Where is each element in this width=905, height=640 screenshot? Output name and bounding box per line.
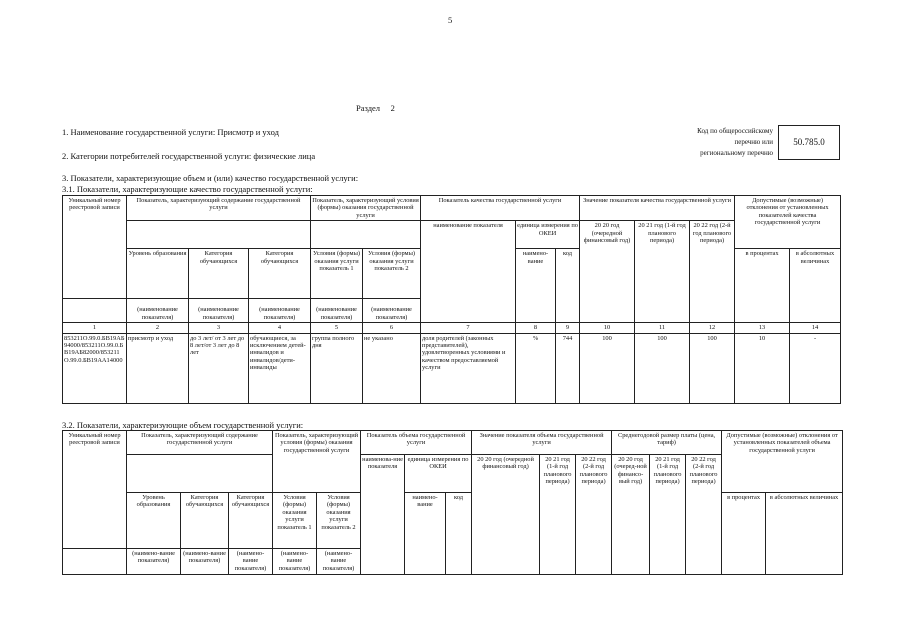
header-cell: Условия (формы) оказания услуги показатель 1 [273,493,317,549]
header-cell: Показатель, характеризующий условия (формы) оказания государственной услуги [312,197,419,219]
header-cell: Категория обучающихся [229,493,273,549]
header-cell: Уровень образования [127,493,181,549]
column-number: 3 [189,323,249,333]
header-cell: 20 20 год (очередной финансовый год) [472,455,540,575]
table-cell: доля родителей (законных представителей), удовлетворенных условиями и качеством предоставляемой услуги [421,333,516,403]
header-cell: Среднегодовой размер платы (цена, тариф) [612,431,722,455]
header-cell [127,221,311,249]
header-cell: наимено-вание [516,249,556,323]
header-cell: Категория обучающихся [189,249,249,299]
table-cell: 100 [580,333,635,403]
volume-table [62,430,843,575]
header-cell: 20 20 год (очеред-ной финансо-вый год) [612,455,650,575]
header-cell [63,299,127,323]
column-number: 2 [127,323,189,333]
table-cell: не указано [363,333,421,403]
header-cell: Показатель объема государственной услуги [361,431,472,455]
header-cell: наимено-вание [405,493,446,575]
section-title [356,103,395,113]
header-cell: Допустимые (возможные) отклонения от установленных показателей качества государственной услуги [735,196,841,249]
heading-3-2: 3.2. Показатели, характеризующие объем государственной услуги: [62,420,304,430]
column-number: 12 [690,323,735,333]
header-cell: в процентах [735,249,790,323]
header-cell: (наименование показателя) [189,299,249,323]
header-cell: 20 21 год (1-й год планового периода) [540,455,576,575]
header-cell: Показатель, характеризующий содержание государственной услуги [127,196,311,221]
header-cell: в абсолютных величинах [766,493,843,575]
table-cell: 100 [635,333,690,403]
table-cell: до 3 лет/ от 3 лет до 8 лет/от 3 лет до 8 лет [189,333,249,403]
table-cell: 100 [690,333,735,403]
header-cell: (наимено-вание показателя) [317,549,361,575]
header-cell [311,221,421,249]
table-cell: группа полного дня [311,333,363,403]
column-number: 10 [580,323,635,333]
column-number: 4 [249,323,311,333]
header-cell: в процентах [722,493,766,575]
column-number: 7 [421,323,516,333]
code-label-line: Код по общероссийскому [697,127,773,135]
header-cell: наименова-ние показателя [361,455,405,575]
quality-table [62,195,841,404]
header-cell: 20 20 год (очередной финансовый год) [580,221,635,323]
column-number: 5 [311,323,363,333]
header-cell: (наименование показателя) [311,299,363,323]
table-cell: 10 [735,333,790,403]
header-cell: 20 21 год (1-й год планового периода) [635,221,690,323]
column-number: 13 [735,323,790,333]
header-cell: Категория обучающихся [249,249,311,299]
section-number: 2 [390,103,395,113]
header-cell: Допустимые (возможные) отклонения от установленных показателей объема государственной услуги [722,431,843,493]
header-cell: 20 22 год (2-й год планового периода) [686,455,722,575]
code-label [640,126,773,159]
header-cell: 20 22 год (2-й год планового периода) [576,455,612,575]
column-number: 14 [790,323,841,333]
header-cell: (наимено-вание показателя) [273,549,317,575]
code-value: 50.785.0 [778,125,840,160]
header-cell: Категория обучающихся [181,493,229,549]
header-cell: Условия (формы) оказания услуги показатель 2 [317,493,361,549]
section-label: Раздел [356,103,381,113]
table-cell: % [516,333,556,403]
table-cell: присмотр и уход [127,333,189,403]
table-cell: обучающиеся, за исключением детей-инвалидов и инвалидов/дети-инвалиды [249,333,311,403]
header-cell: Уровень образования [127,249,189,299]
table-cell: 744 [556,333,580,403]
header-cell: Значение показателя качества государственной услуги [580,196,735,221]
header-cell: в абсолютных величинах [790,249,841,323]
column-number: 11 [635,323,690,333]
column-number: 6 [363,323,421,333]
table-row [63,333,841,403]
table-cell: - [790,333,841,403]
header-cell: 20 22 год (2-й год планового периода) [690,221,735,323]
column-number: 1 [63,323,127,333]
header-cell: (наимено-вание показателя) [229,549,273,575]
header-cell: Показатель, характеризующий условия (формы) оказания государственной услуги [273,431,361,493]
header-cell: (наименование показателя) [127,299,189,323]
header-cell [63,549,127,575]
heading-3-1: 3.1. Показатели, характеризующие качество государственной услуги: [62,184,313,194]
table-cell: 853211О.99.0.БВ19АБ94000/853211О.99.0.БВ19АБ82000/853211О.99.0.БВ19АА14000 [63,333,127,403]
code-label-line: перечню или [734,138,773,146]
header-cell: (наимено-вание показателя) [181,549,229,575]
header-cell: Уникальный номер реестровой записи [63,431,127,549]
header-cell: Показатель качества государственной услуги [421,196,580,221]
header-cell: Условия (формы) оказания услуги показатель 2 [363,249,421,299]
consumers-category: 2. Категории потребителей государственной услуги: физические лица [62,151,316,161]
header-cell: Уникальный номер реестровой записи [63,196,127,299]
header-cell: (наименование показателя) [249,299,311,323]
column-number: 8 [516,323,556,333]
header-cell: (наимено-вание показателя) [127,549,181,575]
header-cell: Значение показателя объема государственной услуги [472,431,612,455]
column-numbers-row [63,323,841,333]
header-cell: единица измерения по ОКЕИ [405,455,472,493]
header-cell: Условия (формы) оказания услуги показатель 1 [311,249,363,299]
header-cell: единица измерения по ОКЕИ [516,221,580,249]
header-cell: код [556,249,580,323]
header-cell: (наименование показателя) [363,299,421,323]
header-cell: 20 21 год (1-й год планового периода) [650,455,686,575]
heading-3: 3. Показатели, характеризующие объем и (или) качество государственной услуги: [62,173,359,183]
header-cell: код [446,493,472,575]
service-name: 1. Наименование государственной услуги: Присмотр и уход [62,127,279,137]
page-number: 5 [448,15,453,25]
header-cell: Показатель, характеризующий содержание государственной услуги [127,431,273,455]
header-cell: наименование показателя [421,221,516,323]
header-cell [127,455,273,493]
code-label-line: региональному перечню [700,149,773,157]
column-number: 9 [556,323,580,333]
